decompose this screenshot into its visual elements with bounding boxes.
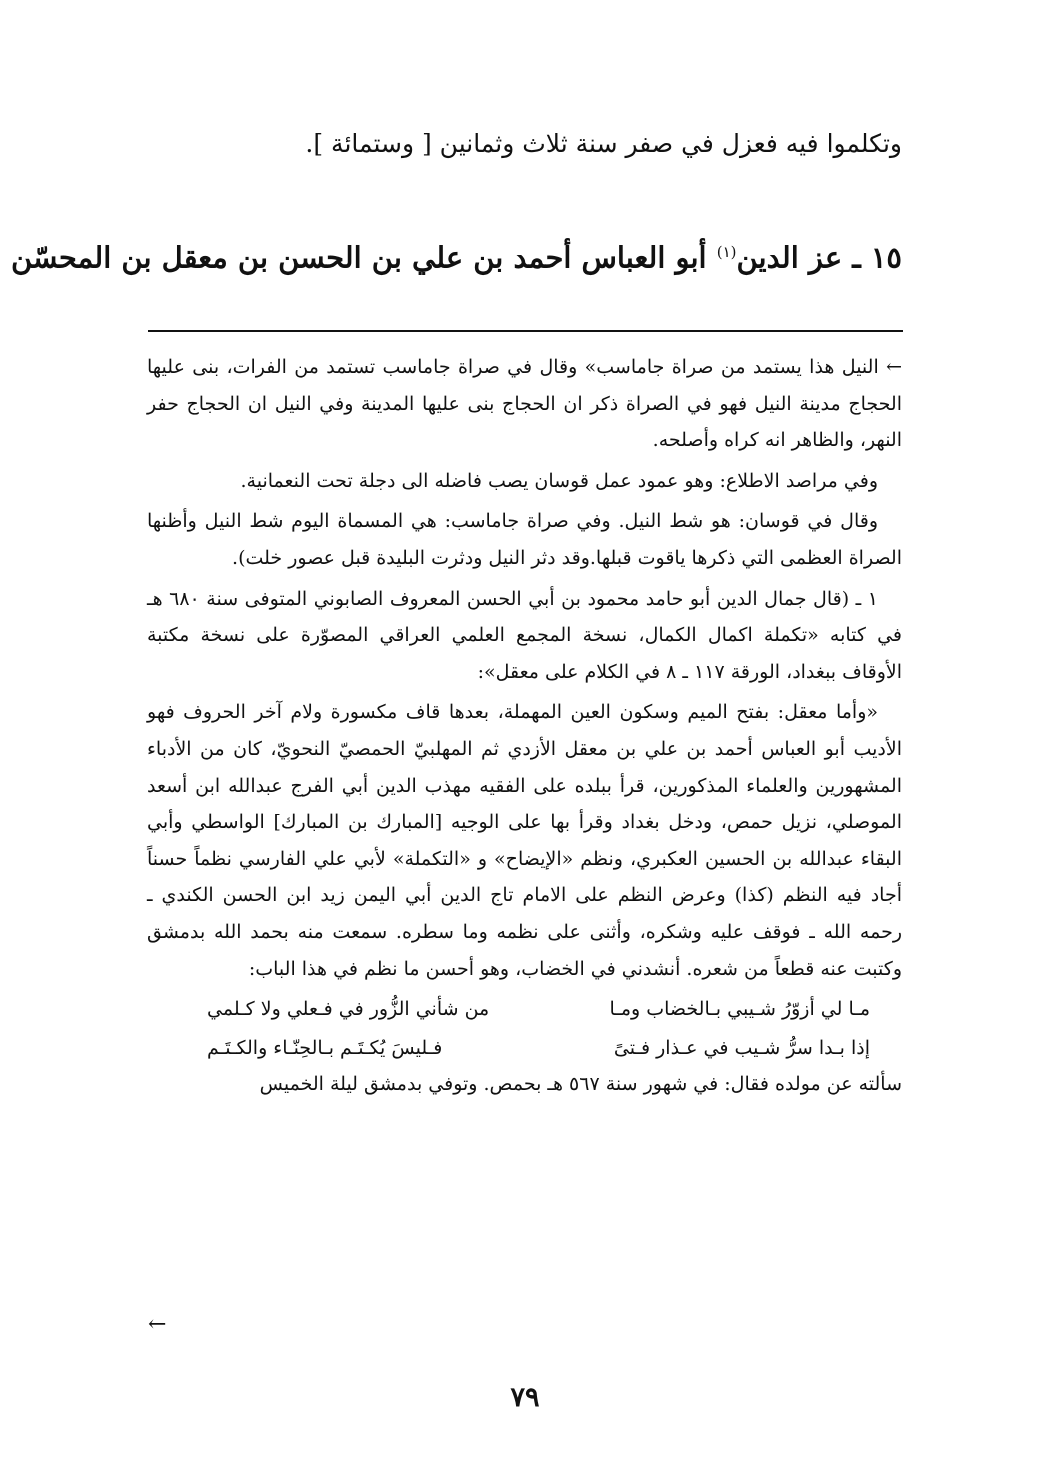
footnote-separator-rule — [148, 330, 903, 332]
verse-line-2 — [147, 1030, 902, 1067]
footnote-paragraph-biography: «وأما معقل: بفتح الميم وسكون العين المهملة، بعدها قاف مكسورة ولام آخر الحروف فهو الأديب أبو العباس أحمد بن علي بن معقل الأزدي ثم المهلبيّ الحمصيّ النحويّ، كان من الأدباء المشهورين والعلماء المذكورين، قرأ ببلده على الفقيه مهذب الدين أبي الفرج عبدالله ابن أسعد الموصلي، نزيل حمص، ودخل بغداد وقرأ بها على الوجيه [المبارك بن المبارك] الواسطي وأبي البقاء عبدالله بن الحسين العكبري، ونظم «الإيضاح» و «التكملة» لأبي علي الفارسي نظماً حسناً أجاد فيه النظم (كذا) وعرض النظم على الامام تاج الدين أبي اليمن زيد ابن الحسن الكندي ـ رحمه الله ـ فوقف عليه وشكره، وأثنى على نظمه وما سطره. سمعت منه بحمد الله بدمشق وكتبت عنه قطعاً من شعره. أنشدني في الخضاب، وهو أحسن ما نظم في هذا الباب: — [147, 701, 902, 980]
verse-2-second-hemistich: فـليسَ يُكـتَـم بـالحِنّـاء والكـتَـم — [207, 1036, 443, 1059]
footnote-paragraph-continued: ← النيل هذا يستمد من صراة جاماسب» وقال في صراة جاماسب تستمد من الفرات، بنى عليها الحجاج مدينة النيل فهو في الصراة ذكر ان الحجاج بنى عليها المدينة وفي النيل ان الحجاج حفر النهر، والظاهر انه كراه وأصلحه. — [147, 356, 902, 452]
footnote-paragraph-birth: سألته عن مولده فقال: في شهور سنة ٥٦٧ هـ بحمص. وتوفي بدمشق ليلة الخميس — [259, 1073, 902, 1096]
entry-heading-number-name: ١٥ ـ عز الدين — [736, 240, 902, 275]
entry-heading — [10, 228, 902, 282]
verse-1-first-hemistich: مـا لي أزوّرُ شـيبي بـالخضاب ومـا — [609, 998, 870, 1021]
entry-heading-rest: أبو العباس أحمد بن علي بن الحسن بن معقل بن المحسّن — [10, 240, 717, 275]
footnote-paragraph-qawsan: وقال في قوسان: هو شط النيل. وفي صراة جاماسب: هي المسماة اليوم شط النيل وأظنها الصراة العظمى التي ذكرها ياقوت قبلها.وقد دثر النيل ودثرت البليدة قبل عصور خلت). — [147, 510, 902, 569]
verse-2-first-hemistich: إذا بـدا سرُّ شـيب في عـذار فـتىً — [613, 1036, 870, 1059]
verse-1-second-hemistich: من شأني الزُّور في فـعلي ولا كـلمي — [207, 998, 490, 1021]
previous-entry-closing-line: وتكلموا فيه فعزل في صفر سنة ثلاث وثمانين [ وستمائة ]. — [305, 129, 902, 158]
footnote-paragraph-marasid: وفي مراصد الاطلاع: وهو عمود عمل قوسان يصب فاضله الى دجلة تحت النعمانية. — [240, 469, 878, 492]
footnotes-block — [147, 349, 902, 1107]
footnote-paragraph-1: ١ ـ (قال جمال الدين أبو حامد محمود بن أبي الحسن المعروف الصابوني المتوفى سنة ٦٨٠ هـ في كتابه «تكملة اكمال الكمال، نسخة المجمع العلمي العراقي المصوّرة على نسخة مكتبة الأوقاف ببغداد، الورقة ١١٧ ـ ٨ في الكلام على معقل»: — [147, 587, 902, 683]
continuation-arrow-icon: ← — [148, 1312, 167, 1337]
page-number: ٧٩ — [510, 1382, 540, 1413]
verse-line-1 — [147, 991, 902, 1028]
footnote-marker[interactable]: (١) — [716, 243, 737, 261]
